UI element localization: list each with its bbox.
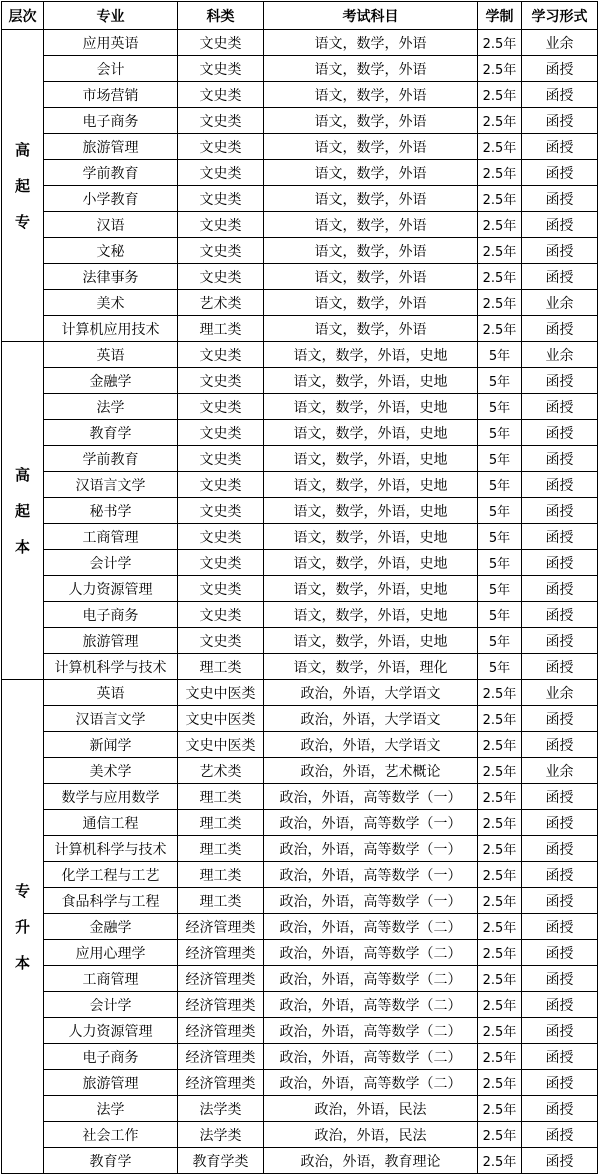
major-cell: 美术 — [44, 290, 178, 316]
category-cell: 文史中医类 — [178, 706, 264, 732]
table-row — [2, 524, 598, 550]
mode-cell: 函授 — [522, 160, 598, 186]
subjects-cell: 语文，数学，外语 — [264, 108, 478, 134]
subjects-cell: 政治，外语，高等数学（一） — [264, 888, 478, 914]
subjects-cell: 语文，数学，外语 — [264, 30, 478, 56]
major-cell: 化学工程与工艺 — [44, 862, 178, 888]
major-cell: 会计 — [44, 56, 178, 82]
mode-cell: 函授 — [522, 56, 598, 82]
subjects-cell: 语文，数学，外语 — [264, 160, 478, 186]
table-row — [2, 940, 598, 966]
major-cell: 英语 — [44, 342, 178, 368]
mode-cell: 函授 — [522, 966, 598, 992]
duration-cell: 2.5年 — [478, 56, 522, 82]
duration-cell: 5年 — [478, 628, 522, 654]
category-cell: 文史类 — [178, 342, 264, 368]
subjects-cell: 政治，外语，教育理论 — [264, 1148, 478, 1174]
table-row — [2, 82, 598, 108]
mode-cell: 函授 — [522, 238, 598, 264]
table-row — [2, 238, 598, 264]
table-row — [2, 602, 598, 628]
table-row — [2, 810, 598, 836]
table-row — [2, 108, 598, 134]
mode-cell: 函授 — [522, 940, 598, 966]
subjects-cell: 语文，数学，外语 — [264, 316, 478, 342]
table-row — [2, 290, 598, 316]
duration-cell: 2.5年 — [478, 1096, 522, 1122]
mode-cell: 函授 — [522, 212, 598, 238]
category-cell: 文史类 — [178, 628, 264, 654]
subjects-cell: 语文，数学，外语 — [264, 186, 478, 212]
mode-cell: 函授 — [522, 1122, 598, 1148]
major-cell: 汉语言文学 — [44, 706, 178, 732]
subjects-cell: 政治，外语，高等数学（一） — [264, 784, 478, 810]
level-char: 起 — [14, 501, 30, 520]
major-cell: 人力资源管理 — [44, 576, 178, 602]
major-cell: 旅游管理 — [44, 134, 178, 160]
table-row — [2, 628, 598, 654]
major-cell: 教育学 — [44, 420, 178, 446]
subjects-cell: 政治，外语，高等数学（二） — [264, 914, 478, 940]
major-cell: 法学 — [44, 1096, 178, 1122]
mode-cell: 函授 — [522, 1096, 598, 1122]
level-cell — [2, 680, 44, 1174]
duration-cell: 2.5年 — [478, 732, 522, 758]
category-cell: 经济管理类 — [178, 992, 264, 1018]
category-cell: 经济管理类 — [178, 966, 264, 992]
category-cell: 艺术类 — [178, 758, 264, 784]
table-row — [2, 316, 598, 342]
duration-cell: 2.5年 — [478, 82, 522, 108]
major-cell: 汉语 — [44, 212, 178, 238]
duration-cell: 2.5年 — [478, 1018, 522, 1044]
table-row — [2, 56, 598, 82]
major-cell: 学前教育 — [44, 160, 178, 186]
mode-cell: 函授 — [522, 1070, 598, 1096]
category-cell: 文史类 — [178, 446, 264, 472]
mode-cell: 函授 — [522, 264, 598, 290]
major-cell: 市场营销 — [44, 82, 178, 108]
category-cell: 文史类 — [178, 602, 264, 628]
mode-cell: 函授 — [522, 706, 598, 732]
duration-cell: 2.5年 — [478, 1122, 522, 1148]
major-cell: 电子商务 — [44, 1044, 178, 1070]
category-cell: 文史类 — [178, 108, 264, 134]
category-cell: 文史类 — [178, 82, 264, 108]
duration-cell: 2.5年 — [478, 862, 522, 888]
major-cell: 法学 — [44, 394, 178, 420]
table-row — [2, 784, 598, 810]
duration-cell: 2.5年 — [478, 186, 522, 212]
header-subjects: 考试科目 — [264, 2, 478, 30]
duration-cell: 2.5年 — [478, 966, 522, 992]
table-row — [2, 368, 598, 394]
table-row — [2, 160, 598, 186]
major-cell: 通信工程 — [44, 810, 178, 836]
duration-cell: 5年 — [478, 654, 522, 680]
table-row — [2, 732, 598, 758]
header-category: 科类 — [178, 2, 264, 30]
duration-cell: 2.5年 — [478, 290, 522, 316]
duration-cell: 5年 — [478, 550, 522, 576]
subjects-cell: 语文，数学，外语 — [264, 56, 478, 82]
duration-cell: 5年 — [478, 472, 522, 498]
category-cell: 法学类 — [178, 1096, 264, 1122]
mode-cell: 函授 — [522, 550, 598, 576]
duration-cell: 2.5年 — [478, 992, 522, 1018]
category-cell: 理工类 — [178, 862, 264, 888]
category-cell: 文史中医类 — [178, 680, 264, 706]
duration-cell: 2.5年 — [478, 888, 522, 914]
subjects-cell: 政治，外语，高等数学（二） — [264, 1070, 478, 1096]
level-char: 专 — [14, 212, 30, 231]
major-cell: 数学与应用数学 — [44, 784, 178, 810]
level-char: 专 — [14, 881, 30, 900]
major-cell: 会计学 — [44, 992, 178, 1018]
subjects-cell: 语文，数学，外语，史地 — [264, 550, 478, 576]
mode-cell: 函授 — [522, 784, 598, 810]
duration-cell: 2.5年 — [478, 940, 522, 966]
table-row — [2, 654, 598, 680]
table-row — [2, 576, 598, 602]
table-row — [2, 1122, 598, 1148]
table-row — [2, 888, 598, 914]
mode-cell: 函授 — [522, 472, 598, 498]
subjects-cell: 语文，数学，外语，史地 — [264, 420, 478, 446]
category-cell: 经济管理类 — [178, 940, 264, 966]
subjects-cell: 政治，外语，高等数学（二） — [264, 1018, 478, 1044]
enrollment-table — [1, 1, 598, 1174]
duration-cell: 5年 — [478, 394, 522, 420]
subjects-cell: 政治，外语，大学语文 — [264, 732, 478, 758]
table-row — [2, 914, 598, 940]
category-cell: 理工类 — [178, 784, 264, 810]
major-cell: 食品科学与工程 — [44, 888, 178, 914]
category-cell: 经济管理类 — [178, 1044, 264, 1070]
table-row — [2, 446, 598, 472]
major-cell: 汉语言文学 — [44, 472, 178, 498]
level-char: 本 — [14, 953, 30, 972]
mode-cell: 函授 — [522, 602, 598, 628]
category-cell: 经济管理类 — [178, 1018, 264, 1044]
table-row — [2, 680, 598, 706]
category-cell: 文史类 — [178, 264, 264, 290]
table-row — [2, 1044, 598, 1070]
mode-cell: 业余 — [522, 30, 598, 56]
major-cell: 秘书学 — [44, 498, 178, 524]
category-cell: 文史类 — [178, 368, 264, 394]
category-cell: 文史类 — [178, 524, 264, 550]
header-mode: 学习形式 — [522, 2, 598, 30]
category-cell: 文史类 — [178, 56, 264, 82]
category-cell: 理工类 — [178, 810, 264, 836]
table-row — [2, 420, 598, 446]
subjects-cell: 政治，外语，高等数学（二） — [264, 940, 478, 966]
mode-cell: 函授 — [522, 108, 598, 134]
duration-cell: 2.5年 — [478, 160, 522, 186]
subjects-cell: 语文，数学，外语，史地 — [264, 472, 478, 498]
category-cell: 文史类 — [178, 472, 264, 498]
major-cell: 会计学 — [44, 550, 178, 576]
table-row — [2, 498, 598, 524]
table-row — [2, 472, 598, 498]
mode-cell: 函授 — [522, 316, 598, 342]
mode-cell: 函授 — [522, 368, 598, 394]
major-cell: 工商管理 — [44, 966, 178, 992]
category-cell: 理工类 — [178, 316, 264, 342]
major-cell: 英语 — [44, 680, 178, 706]
table-row — [2, 758, 598, 784]
table-row — [2, 862, 598, 888]
level-char: 升 — [14, 917, 30, 936]
mode-cell: 函授 — [522, 576, 598, 602]
duration-cell: 2.5年 — [478, 30, 522, 56]
mode-cell: 函授 — [522, 134, 598, 160]
duration-cell: 2.5年 — [478, 108, 522, 134]
category-cell: 文史类 — [178, 212, 264, 238]
major-cell: 电子商务 — [44, 108, 178, 134]
subjects-cell: 语文，数学，外语 — [264, 134, 478, 160]
subjects-cell: 政治，外语，大学语文 — [264, 680, 478, 706]
major-cell: 社会工作 — [44, 1122, 178, 1148]
mode-cell: 函授 — [522, 446, 598, 472]
mode-cell: 函授 — [522, 628, 598, 654]
subjects-cell: 语文，数学，外语 — [264, 82, 478, 108]
category-cell: 理工类 — [178, 836, 264, 862]
table-row — [2, 1148, 598, 1174]
mode-cell: 业余 — [522, 758, 598, 784]
category-cell: 经济管理类 — [178, 914, 264, 940]
duration-cell: 2.5年 — [478, 238, 522, 264]
table-row — [2, 1070, 598, 1096]
category-cell: 文史类 — [178, 550, 264, 576]
major-cell: 小学教育 — [44, 186, 178, 212]
major-cell: 教育学 — [44, 1148, 178, 1174]
major-cell: 计算机应用技术 — [44, 316, 178, 342]
subjects-cell: 政治，外语，大学语文 — [264, 706, 478, 732]
mode-cell: 函授 — [522, 394, 598, 420]
major-cell: 文秘 — [44, 238, 178, 264]
table-row — [2, 1096, 598, 1122]
subjects-cell: 政治，外语，高等数学（一） — [264, 810, 478, 836]
mode-cell: 函授 — [522, 810, 598, 836]
mode-cell: 函授 — [522, 732, 598, 758]
category-cell: 文史类 — [178, 238, 264, 264]
subjects-cell: 语文，数学，外语 — [264, 290, 478, 316]
mode-cell: 函授 — [522, 524, 598, 550]
category-cell: 文史类 — [178, 134, 264, 160]
mode-cell: 函授 — [522, 992, 598, 1018]
subjects-cell: 政治，外语，艺术概论 — [264, 758, 478, 784]
duration-cell: 2.5年 — [478, 1148, 522, 1174]
category-cell: 教育学类 — [178, 1148, 264, 1174]
level-cell — [2, 30, 44, 342]
subjects-cell: 语文，数学，外语，理化 — [264, 654, 478, 680]
subjects-cell: 政治，外语，高等数学（二） — [264, 1044, 478, 1070]
major-cell: 金融学 — [44, 914, 178, 940]
table-row — [2, 706, 598, 732]
subjects-cell: 语文，数学，外语，史地 — [264, 576, 478, 602]
subjects-cell: 语文，数学，外语，史地 — [264, 524, 478, 550]
mode-cell: 函授 — [522, 186, 598, 212]
mode-cell: 函授 — [522, 82, 598, 108]
mode-cell: 业余 — [522, 342, 598, 368]
category-cell: 文史中医类 — [178, 732, 264, 758]
category-cell: 经济管理类 — [178, 1070, 264, 1096]
category-cell: 文史类 — [178, 186, 264, 212]
duration-cell: 2.5年 — [478, 784, 522, 810]
duration-cell: 5年 — [478, 446, 522, 472]
table-body — [2, 30, 598, 1174]
table-row — [2, 342, 598, 368]
major-cell: 法律事务 — [44, 264, 178, 290]
major-cell: 工商管理 — [44, 524, 178, 550]
mode-cell: 函授 — [522, 1148, 598, 1174]
subjects-cell: 语文，数学，外语，史地 — [264, 394, 478, 420]
header-duration: 学制 — [478, 2, 522, 30]
duration-cell: 2.5年 — [478, 836, 522, 862]
table-row — [2, 836, 598, 862]
level-char: 本 — [14, 537, 30, 556]
subjects-cell: 政治，外语，高等数学（一） — [264, 862, 478, 888]
table-row — [2, 30, 598, 56]
subjects-cell: 语文，数学，外语，史地 — [264, 342, 478, 368]
table-row — [2, 992, 598, 1018]
level-char: 高 — [14, 465, 30, 484]
mode-cell: 函授 — [522, 654, 598, 680]
duration-cell: 5年 — [478, 576, 522, 602]
category-cell: 文史类 — [178, 420, 264, 446]
mode-cell: 业余 — [522, 680, 598, 706]
duration-cell: 5年 — [478, 368, 522, 394]
duration-cell: 2.5年 — [478, 680, 522, 706]
major-cell: 应用英语 — [44, 30, 178, 56]
table-row — [2, 394, 598, 420]
duration-cell: 5年 — [478, 342, 522, 368]
subjects-cell: 语文，数学，外语 — [264, 238, 478, 264]
duration-cell: 5年 — [478, 498, 522, 524]
category-cell: 理工类 — [178, 888, 264, 914]
mode-cell: 业余 — [522, 290, 598, 316]
mode-cell: 函授 — [522, 420, 598, 446]
subjects-cell: 语文，数学，外语，史地 — [264, 498, 478, 524]
mode-cell: 函授 — [522, 1018, 598, 1044]
table-row — [2, 212, 598, 238]
duration-cell: 2.5年 — [478, 914, 522, 940]
mode-cell: 函授 — [522, 1044, 598, 1070]
duration-cell: 2.5年 — [478, 212, 522, 238]
major-cell: 计算机科学与技术 — [44, 654, 178, 680]
table-row — [2, 1018, 598, 1044]
duration-cell: 2.5年 — [478, 316, 522, 342]
major-cell: 新闻学 — [44, 732, 178, 758]
mode-cell: 函授 — [522, 836, 598, 862]
subjects-cell: 语文，数学，外语，史地 — [264, 446, 478, 472]
duration-cell: 2.5年 — [478, 1070, 522, 1096]
major-cell: 金融学 — [44, 368, 178, 394]
subjects-cell: 语文，数学，外语，史地 — [264, 602, 478, 628]
level-char: 起 — [14, 176, 30, 195]
header-level: 层次 — [2, 2, 44, 30]
major-cell: 人力资源管理 — [44, 1018, 178, 1044]
category-cell: 文史类 — [178, 30, 264, 56]
subjects-cell: 政治，外语，高等数学（二） — [264, 966, 478, 992]
subjects-cell: 语文，数学，外语 — [264, 212, 478, 238]
table-row — [2, 550, 598, 576]
major-cell: 电子商务 — [44, 602, 178, 628]
category-cell: 文史类 — [178, 498, 264, 524]
category-cell: 艺术类 — [178, 290, 264, 316]
major-cell: 学前教育 — [44, 446, 178, 472]
duration-cell: 2.5年 — [478, 706, 522, 732]
major-cell: 计算机科学与技术 — [44, 836, 178, 862]
header-major: 专业 — [44, 2, 178, 30]
duration-cell: 5年 — [478, 602, 522, 628]
subjects-cell: 政治，外语，民法 — [264, 1122, 478, 1148]
duration-cell: 2.5年 — [478, 134, 522, 160]
subjects-cell: 语文，数学，外语，史地 — [264, 628, 478, 654]
table-row — [2, 966, 598, 992]
table-row — [2, 186, 598, 212]
level-cell — [2, 342, 44, 680]
subjects-cell: 政治，外语，高等数学（二） — [264, 992, 478, 1018]
duration-cell: 5年 — [478, 420, 522, 446]
major-cell: 旅游管理 — [44, 628, 178, 654]
subjects-cell: 政治，外语，民法 — [264, 1096, 478, 1122]
level-char: 高 — [14, 140, 30, 159]
duration-cell: 2.5年 — [478, 264, 522, 290]
subjects-cell: 语文，数学，外语 — [264, 264, 478, 290]
duration-cell: 2.5年 — [478, 1044, 522, 1070]
mode-cell: 函授 — [522, 498, 598, 524]
major-cell: 应用心理学 — [44, 940, 178, 966]
subjects-cell: 语文，数学，外语，史地 — [264, 368, 478, 394]
major-cell: 美术学 — [44, 758, 178, 784]
category-cell: 文史类 — [178, 576, 264, 602]
category-cell: 法学类 — [178, 1122, 264, 1148]
category-cell: 文史类 — [178, 160, 264, 186]
header-row — [2, 2, 598, 30]
duration-cell: 2.5年 — [478, 758, 522, 784]
subjects-cell: 政治，外语，高等数学（一） — [264, 836, 478, 862]
table-row — [2, 264, 598, 290]
category-cell: 文史类 — [178, 394, 264, 420]
major-cell: 旅游管理 — [44, 1070, 178, 1096]
table-row — [2, 134, 598, 160]
duration-cell: 5年 — [478, 524, 522, 550]
mode-cell: 函授 — [522, 862, 598, 888]
duration-cell: 2.5年 — [478, 810, 522, 836]
mode-cell: 函授 — [522, 888, 598, 914]
category-cell: 理工类 — [178, 654, 264, 680]
mode-cell: 函授 — [522, 914, 598, 940]
